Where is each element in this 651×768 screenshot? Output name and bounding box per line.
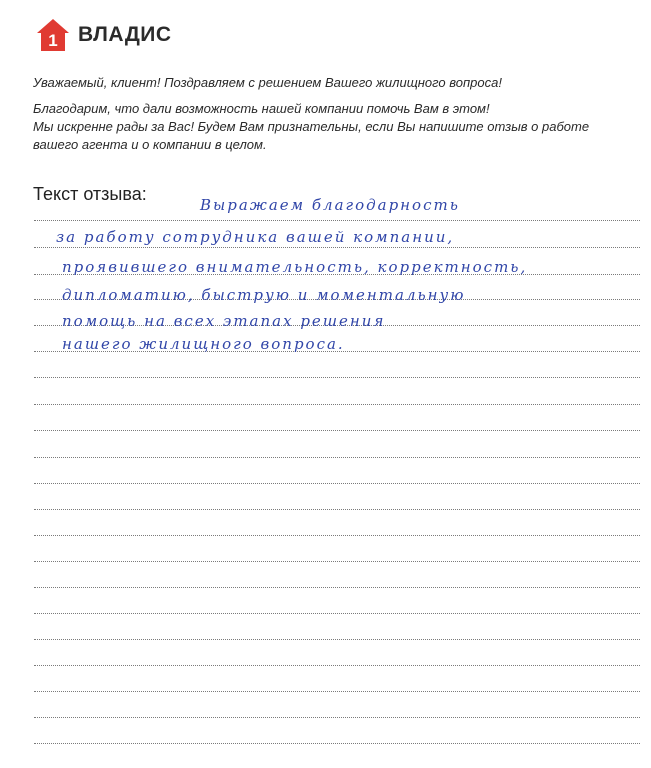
ruled-line [34,665,640,666]
handwritten-line: помощь на всех этапах решения [62,312,386,330]
ruled-line [34,743,640,744]
ruled-line [34,587,640,588]
review-lined-area [34,0,640,768]
thanks-line: Благодарим, что дали возможность нашей компании помочь Вам в этом! [33,101,490,116]
ruled-line [34,457,640,458]
ruled-line [34,561,640,562]
ruled-line [34,535,640,536]
ruled-line [34,717,640,718]
review-title: Текст отзыва: [33,184,147,204]
brand-name: ВЛАДИС [78,23,172,46]
handwritten-line: дипломатию, быструю и моментальную [62,286,466,304]
ruled-line [34,247,640,248]
ruled-line [34,377,640,378]
ruled-line [34,430,640,431]
ruled-line [34,613,640,614]
ruled-line [34,483,640,484]
handwritten-line: Выражаем благодарность [200,196,460,214]
ruled-line [34,509,640,510]
logo-digit: 1 [48,31,58,50]
ruled-line [34,220,640,221]
handwritten-line: проявившего внимательность, корректность, [62,258,528,276]
ruled-line [34,691,640,692]
ruled-line [34,639,640,640]
ruled-line [34,404,640,405]
request-line-end: вашего агента и о компании в целом. [33,137,267,152]
request-line: Мы искренне рады за Вас! Будем Вам признательны, если Вы напишите отзыв о работе [33,119,590,134]
handwritten-line: нашего жилищного вопроса. [62,335,345,353]
handwritten-line: за работу сотрудника вашей компании, [56,228,455,246]
greeting-line: Уважаемый, клиент! Поздравляем с решением Вашего жилищного вопроса! [33,75,502,90]
